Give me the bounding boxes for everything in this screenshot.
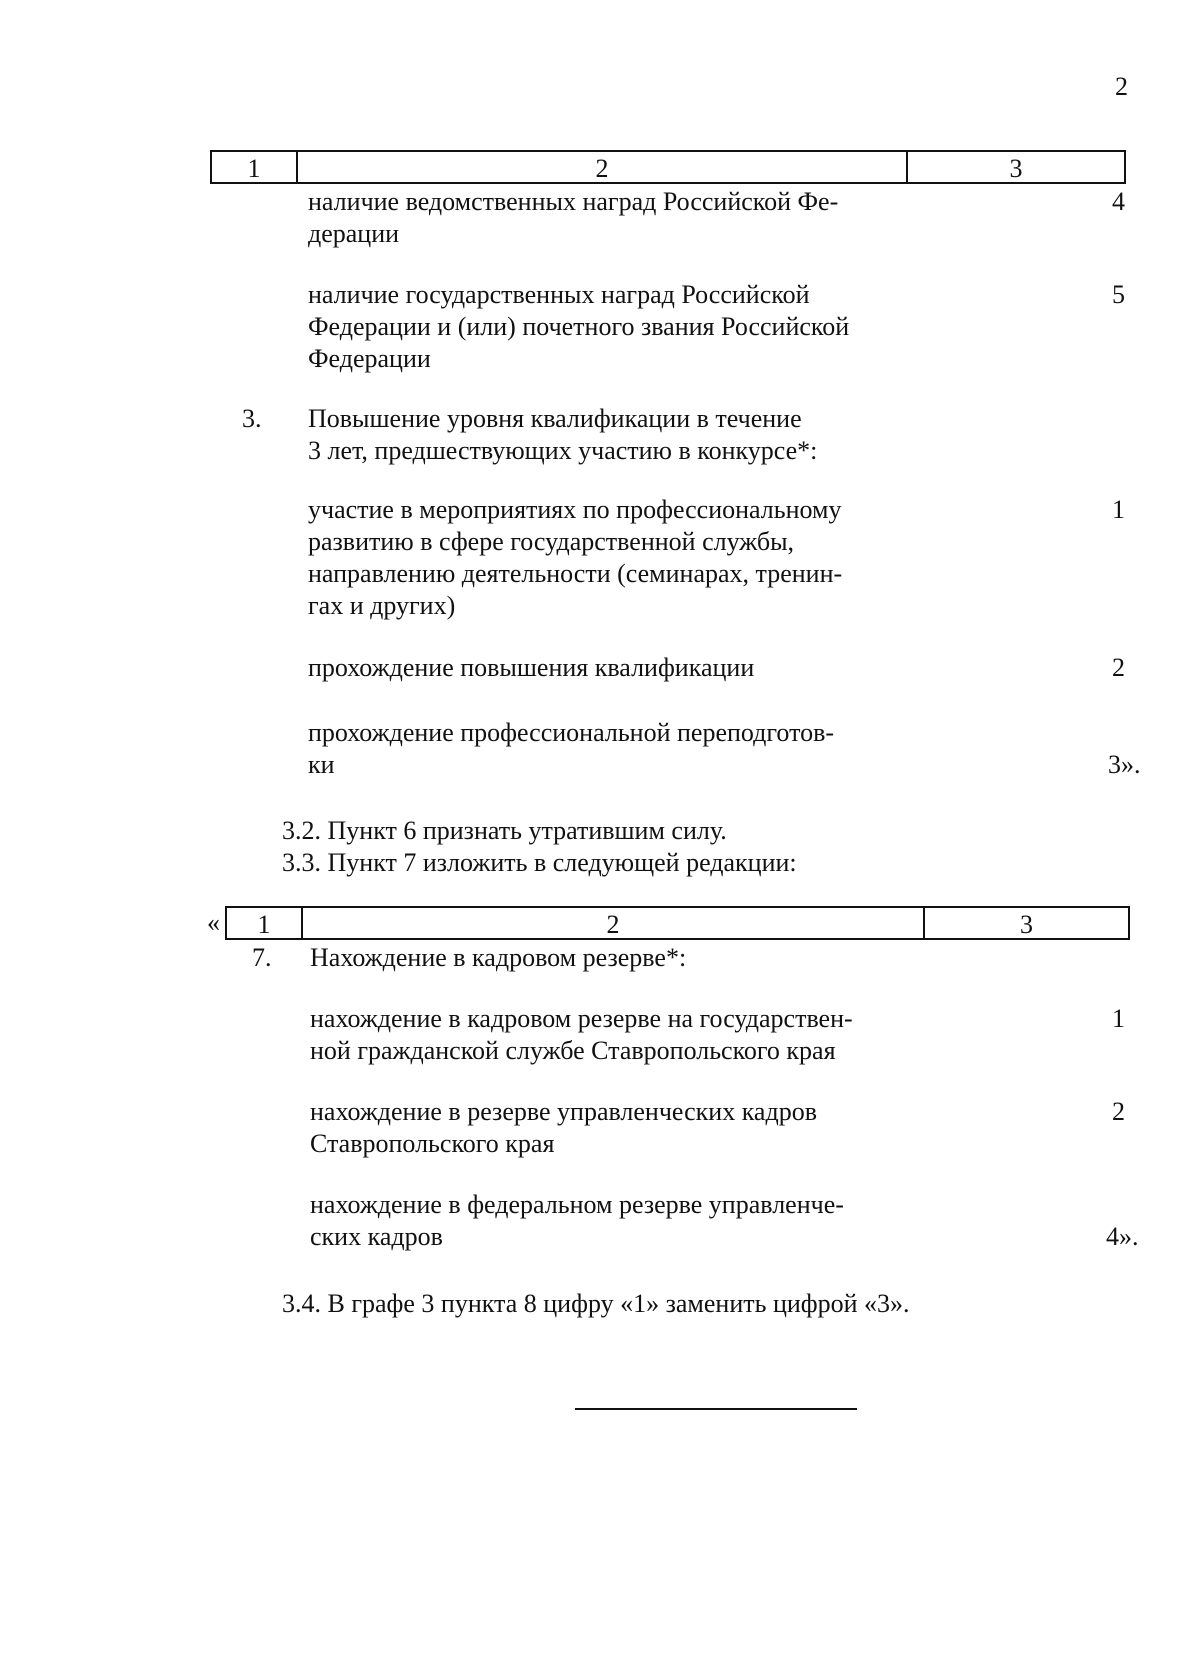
row-score: 2 [1112,1097,1125,1126]
table2-header-col3: 3 [1020,910,1033,939]
paragraph-3-2: 3.2. Пункт 6 признать утратившим силу. [282,816,727,845]
row-score: 4 [1112,187,1125,216]
table1-header [210,150,1126,184]
row-score: 1 [1112,495,1125,524]
table1-header-col3: 3 [1009,154,1023,183]
table1-header-col1: 1 [247,154,261,183]
closing-line [575,1408,857,1410]
row-number: 7. [252,943,272,972]
row-score: 1 [1112,1004,1125,1033]
row-score: 4». [1106,1222,1139,1251]
row-score: 5 [1112,280,1125,309]
opening-quote: « [207,908,220,937]
row-number: 3. [242,404,262,433]
paragraph-3-3: 3.3. Пункт 7 изложить в следующей редакции: [282,848,797,877]
table2-header-col1: 1 [257,910,271,939]
row-text: наличие государственных наград Российской Федерации и (или) почетного звания Российской Федерации [308,280,850,373]
row-score: 2 [1112,653,1125,682]
table1-header-col2: 2 [595,154,609,183]
row-text: нахождение в федеральном резерве управленче- ских кадров [310,1190,844,1251]
table2-header-col2: 2 [606,910,620,939]
page-number: 2 [1115,72,1128,101]
row-text: прохождение повышения квалификации [308,653,755,682]
table2-header [225,906,1130,940]
paragraph-3-4: 3.4. В графе 3 пункта 8 цифру «1» заменить цифрой «3». [282,1289,910,1318]
row-text: Повышение уровня квалификации в течение 3 лет, предшествующих участию в конкурсе*: [308,404,818,465]
row-score: 3». [1108,750,1141,779]
row-text: нахождение в кадровом резерве на государствен- ной гражданской службе Ставропольского края [310,1004,853,1065]
row-text: прохождение профессиональной переподготов- ки [308,718,835,779]
row-text: участие в мероприятиях по профессиональному развитию в сфере государственной службы, направлению деятельности (семинарах, тренин- гах и других) [308,495,843,620]
row-text: Нахождение в кадровом резерве*: [310,943,687,972]
row-text: нахождение в резерве управленческих кадров Ставропольского края [310,1097,817,1158]
row-text: наличие ведомственных наград Российской Фе- дерации [308,187,839,248]
